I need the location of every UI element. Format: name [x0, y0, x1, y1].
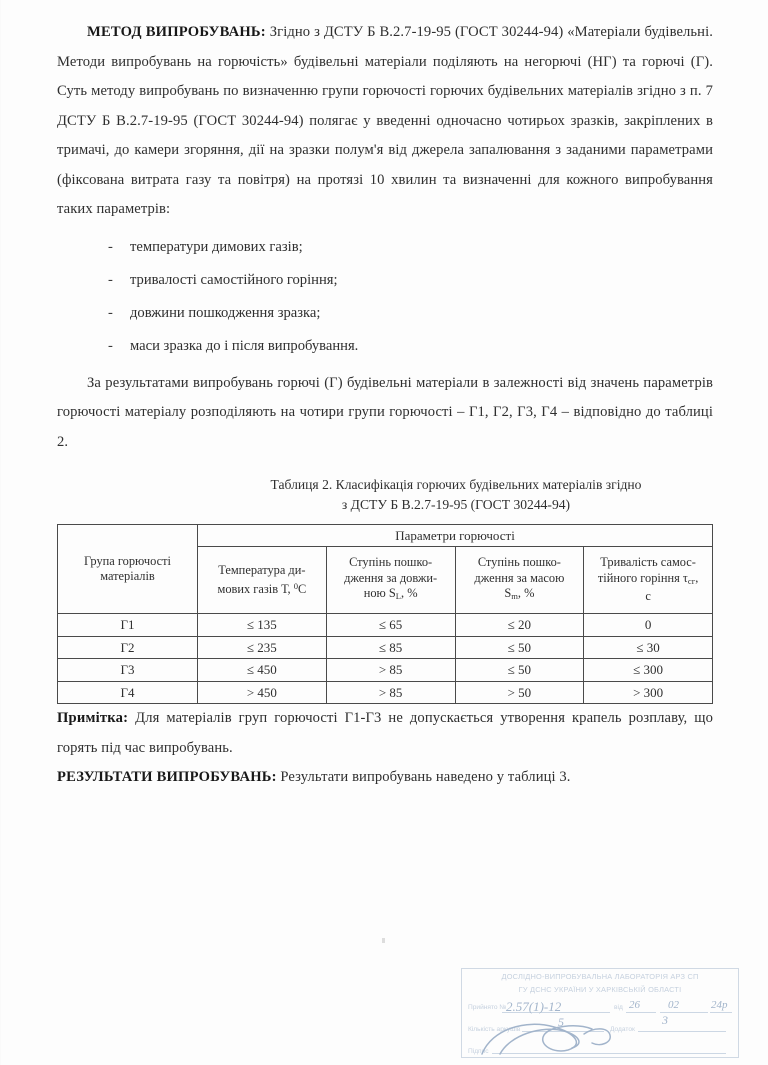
classification-table: [57, 524, 713, 704]
header-damage-mass-line-3: S: [504, 586, 512, 601]
stamp-row-received: [462, 997, 738, 1016]
stamp-value-sheets: 5: [558, 1015, 564, 1029]
page-content: [57, 18, 713, 793]
stamp-rule-sheets: [522, 1031, 604, 1032]
table-row: [58, 681, 713, 704]
header-temperature-line-1: Температура ди-: [218, 563, 306, 578]
stamp-label-appendix: Додаток: [610, 1026, 635, 1033]
header-burn-duration-line-1: Тривалість самос-: [600, 555, 696, 570]
header-damage-length-subscript: L: [395, 591, 402, 602]
header-group-line-1: Група горючості: [84, 553, 171, 568]
header-burn-duration-tail: ,: [695, 570, 699, 585]
cell-damage-mass: ≤ 20: [455, 614, 584, 637]
paragraph-note: [57, 704, 713, 763]
list-item: [57, 264, 713, 297]
cell-group: Г2: [58, 636, 198, 659]
table-row: [58, 636, 713, 659]
stamp-label-sheets: Кількість аркушів: [468, 1026, 521, 1033]
table-row: [58, 659, 713, 682]
paragraph-classification: За результатами випробувань горючі (Г) будівельні матеріали в залежності від значень параметрів горючості матеріалу розподіляють на чотири групи горючості – Г1, Г2, Г3, Г4 – відповідно до таблиці 2.: [57, 374, 713, 450]
cell-damage-mass: ≤ 50: [455, 636, 584, 659]
table-caption-line-1: Таблиця 2. Класифікація горючих будівельних матеріалів згідно: [270, 477, 642, 492]
header-damage-mass-subscript: m: [511, 591, 518, 602]
stamp-label-received: Прийнято №: [468, 1004, 507, 1011]
table-head: [58, 525, 713, 614]
cell-temperature: ≤ 235: [198, 636, 327, 659]
list-item: [57, 330, 713, 363]
header-temperature-line-2: мових газів Т,: [217, 581, 294, 596]
table-caption: [57, 475, 713, 515]
cell-temperature: ≤ 450: [198, 659, 327, 682]
scan-artifact-speck: [382, 938, 385, 943]
stamp-value-year: 24р: [711, 999, 728, 1011]
paragraph-method-text: Згідно з ДСТУ Б В.2.7-19-95 (ГОСТ 30244-94) «Матеріали будівельні. Методи випробувань на горючість» будівельні матеріали поділяють на негорючі (НГ) та горючі (Г). Суть методу випробувань по визначенню групи горючості горючих будівельних матеріалів згідно з п. 7 ДСТУ Б В.2.7-19-95 (ГОСТ 30244-94) полягає у введенні одночасно чотирьох зразків, закріплених в тримачі, до камери згоряння, дії на зразки полум'я від джерела запалювання з заданими параметрами (фіксована витрата газу та повітря) на протязі 10 хвилин та визначенні для кожного випробування таких параметрів:: [57, 24, 713, 217]
header-damage-mass-line-1: Ступінь пошко-: [477, 555, 561, 570]
header-damage-length-line-3: ною S: [363, 586, 396, 601]
header-group-line-2: матеріалів: [100, 569, 155, 583]
paragraph-results: [57, 763, 713, 793]
parameters-list: [57, 231, 713, 363]
cell-group: Г1: [58, 614, 198, 637]
note-text: Для матеріалів груп горючості Г1-Г3 не допускається утворення крапель розплаву, що горять під час випробувань.: [57, 710, 713, 756]
table-row: [58, 614, 713, 637]
cell-temperature: ≤ 135: [198, 614, 327, 637]
list-item-label: довжини пошкодження зразка;: [130, 304, 321, 321]
cell-damage-length: ≤ 85: [326, 636, 455, 659]
header-damage-length-tail: , %: [401, 586, 418, 601]
stamp-row-signature: [462, 1041, 738, 1058]
table-caption-line-2: з ДСТУ Б В.2.7-19-95 (ГОСТ 30244-94): [341, 497, 571, 512]
header-burn-duration-line-2: тійного горіння τ: [597, 570, 688, 585]
cell-damage-length: ≤ 65: [326, 614, 455, 637]
header-temperature-unit: С: [297, 581, 307, 596]
header-damage-mass-line-2: дження за масою: [474, 570, 565, 585]
list-bullet-marker: -: [108, 304, 113, 321]
reception-stamp: [461, 968, 739, 1058]
stamp-organization-line-2: ГУ ДСНС УКРАЇНИ У ХАРКІВСЬКІЙ ОБЛАСТІ: [518, 985, 682, 994]
header-parameters-span: Параметри горючості: [198, 525, 713, 547]
cell-damage-length: > 85: [326, 659, 455, 682]
list-item-label: тривалості самостійного горіння;: [130, 271, 338, 288]
cell-group: Г3: [58, 659, 198, 682]
cell-damage-length: > 85: [326, 681, 455, 704]
list-bullet-marker: -: [108, 238, 113, 255]
results-text: Результати випробувань наведено у таблиці 3.: [276, 769, 571, 785]
cell-temperature: > 450: [198, 681, 327, 704]
note-lead: Примітка:: [57, 710, 129, 726]
paragraph-method-lead: МЕТОД ВИПРОБУВАНЬ:: [87, 24, 266, 40]
stamp-value-number: 2.57(1)-12: [506, 999, 562, 1014]
list-item: [57, 297, 713, 330]
header-damage-mass: [455, 547, 584, 614]
header-damage-mass-tail: , %: [517, 586, 535, 601]
cell-burn-duration: 0: [584, 614, 713, 637]
stamp-rule-signature: [492, 1053, 726, 1054]
paragraph-method: [57, 18, 713, 225]
cell-burn-duration: ≤ 300: [584, 659, 713, 682]
list-item-label: температури димових газів;: [130, 238, 303, 255]
cell-damage-mass: ≤ 50: [455, 659, 584, 682]
cell-damage-mass: > 50: [455, 681, 584, 704]
table-header-row-top: [58, 525, 713, 547]
header-burn-duration-subscript: сг: [687, 575, 696, 586]
stamp-rule-appendix: [638, 1031, 726, 1032]
header-damage-length-line-1: Ступінь пошко-: [349, 555, 433, 570]
list-item-label: маси зразка до і після випробування.: [130, 337, 359, 354]
cell-group: Г4: [58, 681, 198, 704]
stamp-value-appendix: 3: [662, 1013, 668, 1027]
list-bullet-marker: -: [108, 271, 113, 288]
header-group: [58, 525, 198, 614]
header-burn-duration-line-3: с: [645, 589, 651, 604]
header-burn-duration: [584, 547, 713, 614]
stamp-label-signature: Підпис: [468, 1048, 489, 1055]
header-temperature: [198, 547, 327, 614]
list-item: [57, 231, 713, 264]
stamp-row-sheets: [462, 1013, 738, 1038]
header-damage-length: [326, 547, 455, 614]
table-body: [58, 614, 713, 704]
stamp-rule-year: [710, 1012, 732, 1013]
stamp-organization-line-1: ДОСЛІДНО-ВИПРОБУВАЛЬНА ЛАБОРАТОРІЯ АРЗ СП: [501, 972, 699, 981]
header-temperature-degree: 0: [293, 580, 298, 591]
header-damage-length-line-2: дження за довжи-: [344, 570, 438, 585]
stamp-rule-day: [626, 1012, 656, 1013]
stamp-value-month: 02: [668, 999, 679, 1011]
results-lead: РЕЗУЛЬТАТИ ВИПРОБУВАНЬ:: [57, 769, 277, 785]
list-bullet-marker: -: [108, 337, 113, 354]
stamp-label-date: від: [614, 1004, 623, 1011]
cell-burn-duration: > 300: [584, 681, 713, 704]
stamp-value-day: 26: [629, 999, 640, 1011]
cell-burn-duration: ≤ 30: [584, 636, 713, 659]
